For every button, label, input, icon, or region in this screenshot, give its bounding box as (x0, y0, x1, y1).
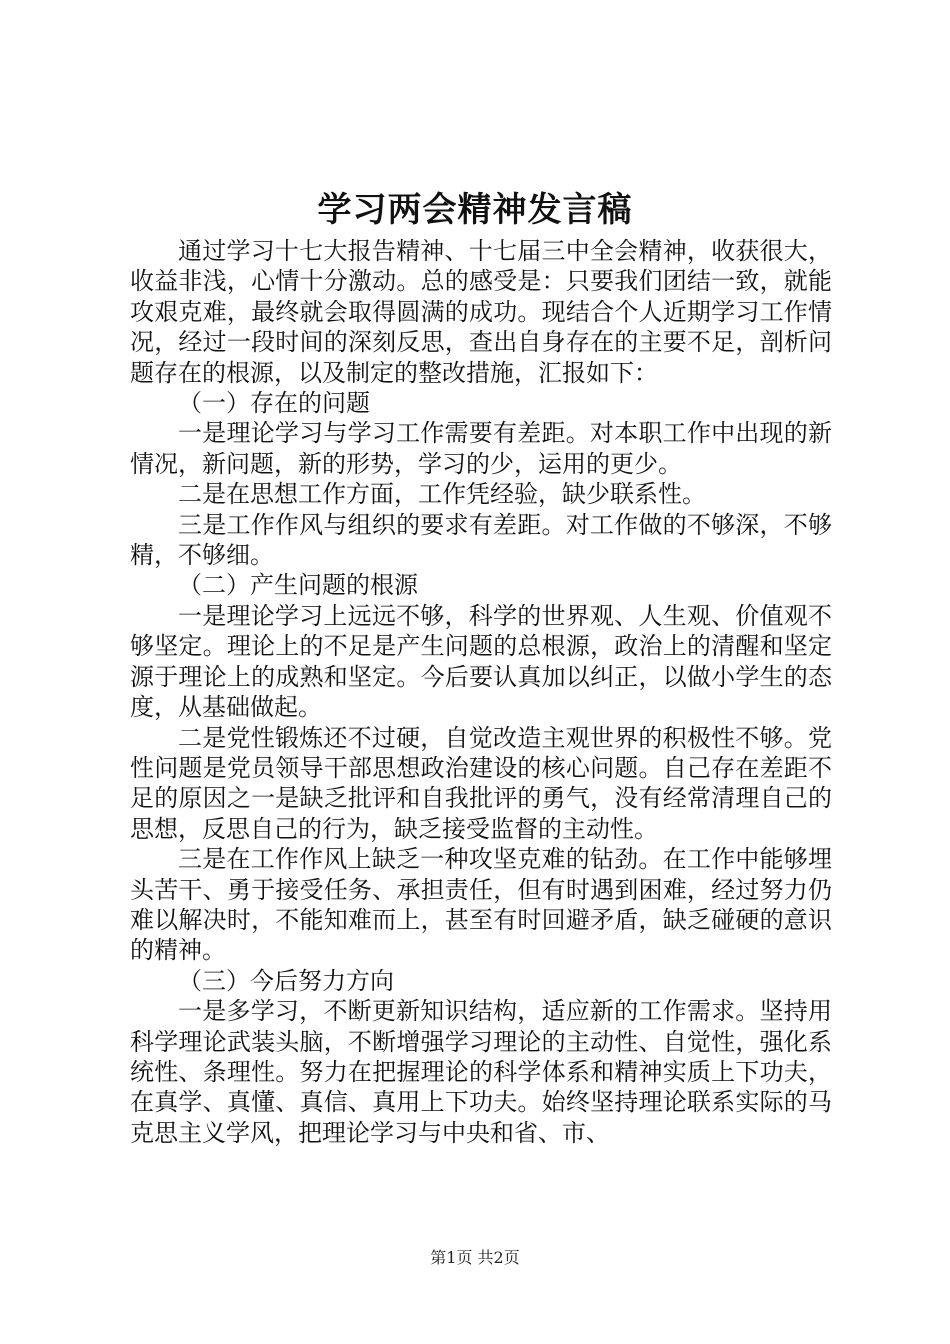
paragraph-direction-1: 一是多学习，不断更新知识结构，适应新的工作需求。坚持用科学理论武装头脑，不断增强学习理论的主动性、自觉性，强化系统性、条理性。努力在把握理论的科学体系和精神实质上下功夫，在真学、真懂、真信、真用上下功夫。始终坚持理论联系实际的马克思主义学风，把理论学习与中央和省、市、 (130, 997, 832, 1147)
document-title: 学习两会精神发言稿 (317, 190, 633, 230)
section-heading-problems: （一）存在的问题 (178, 389, 370, 418)
paragraph-intro: 通过学习十七大报告精神、十七届三中全会精神，收获很大，收益非浅，心情十分激动。总的感受是：只要我们团结一致，就能攻艰克难，最终就会取得圆满的成功。现结合个人近期学习工作情况，经过一段时间的深刻反思，查出自身存在的主要不足，剖析问题存在的根源，以及制定的整改措施，汇报如下： (130, 237, 832, 387)
paragraph-problem-1: 一是理论学习与学习工作需要有差距。对本职工作中出现的新情况，新问题，新的形势，学习的少，运用的更少。 (130, 419, 832, 478)
page-number-footer: 第1页 共2页 (430, 1248, 520, 1267)
paragraph-cause-2: 二是党性锻炼还不过硬，自觉改造主观世界的积极性不够。党性问题是党员领导干部思想政治建设的核心问题。自己存在差距不足的原因之一是缺乏批评和自我批评的勇气，没有经常清理自己的思想，反思自己的行为，缺乏接受监督的主动性。 (130, 723, 832, 843)
section-heading-causes: （二）产生问题的根源 (178, 571, 418, 600)
document-body (130, 236, 832, 1148)
paragraph-cause-3: 三是在工作作风上缺乏一种攻坚克难的钻劲。在工作中能够埋头苦干、勇于接受任务、承担责任，但有时遇到困难，经过努力仍难以解决时，不能知难而上，甚至有时回避矛盾，缺乏碰硬的意识的精神。 (130, 845, 832, 965)
paragraph-cause-1: 一是理论学习上远远不够，科学的世界观、人生观、价值观不够坚定。理论上的不足是产生问题的总根源，政治上的清醒和坚定源于理论上的成熟和坚定。今后要认真加以纠正，以做小学生的态度，从基础做起。 (130, 601, 832, 722)
section-heading-directions: （三）今后努力方向 (178, 966, 394, 995)
paragraph-problem-2: 二是在思想工作方面，工作凭经验，缺少联系性。 (178, 480, 706, 509)
paragraph-problem-3: 三是工作作风与组织的要求有差距。对工作做的不够深，不够精，不够细。 (130, 510, 832, 570)
